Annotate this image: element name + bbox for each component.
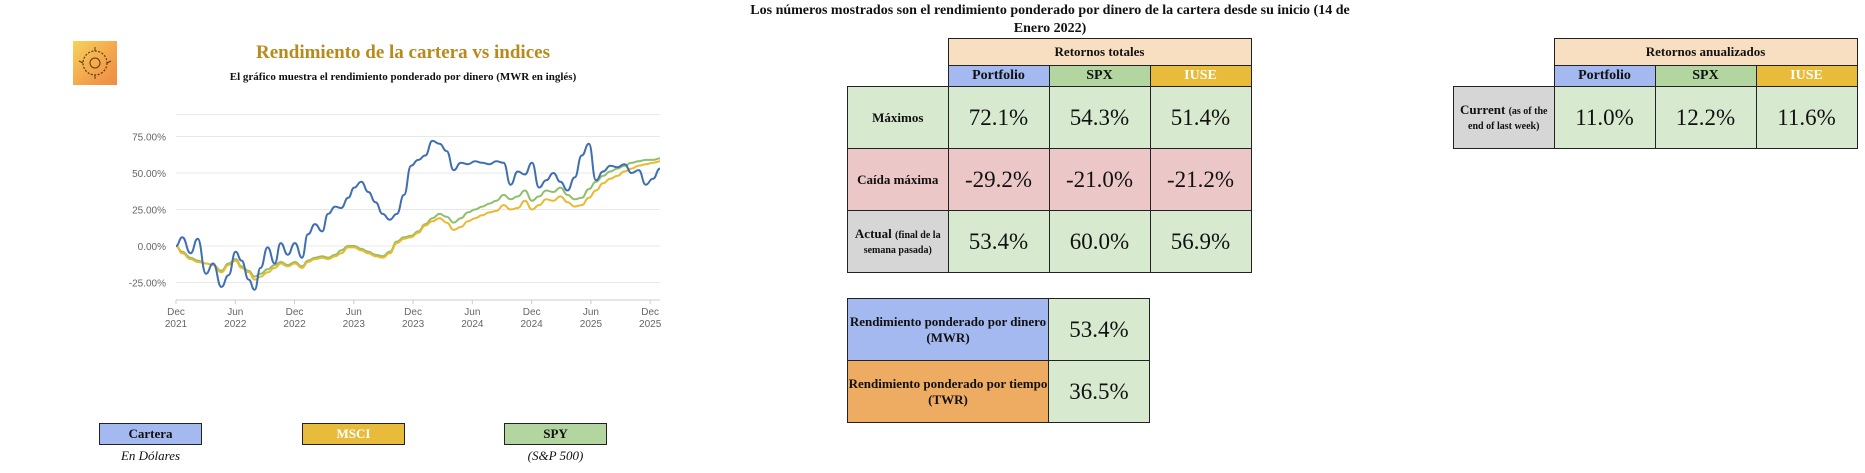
legend-msci (302, 423, 405, 445)
value-cell: -21.2% (1150, 149, 1251, 211)
x-tick-label: 2024 (461, 319, 484, 330)
twr-value: 36.5% (1049, 361, 1150, 423)
retornos-totales-header: Retornos totales (948, 39, 1251, 66)
legend-spy-note: (S&P 500) (527, 448, 584, 463)
mwr-label: Rendimiento ponderado por dinero (MWR) (848, 299, 1049, 361)
retornos-anualizados-header: Retornos anualizados (1554, 39, 1857, 66)
chart-title: Rendimiento de la cartera vs indices (256, 42, 550, 63)
value-cell: 11.0% (1554, 87, 1655, 149)
row-label-current: Current (as of the end of last week) (1454, 87, 1555, 149)
legend-spy-label: SPY (543, 426, 568, 441)
value-cell: 60.0% (1049, 211, 1150, 273)
table-row (848, 87, 1252, 149)
series-line-spy (176, 158, 660, 276)
y-tick-label: 0.00% (137, 241, 166, 253)
legend-cartera-note: En Dólares (120, 448, 181, 463)
x-tick-label: 2023 (342, 319, 365, 330)
retornos-totales-table (847, 38, 1252, 273)
col-spx: SPX (1049, 66, 1150, 87)
value-cell: 56.9% (1150, 211, 1251, 273)
x-tick-label: Dec (522, 307, 541, 318)
y-tick-label: 75.00% (132, 132, 166, 144)
x-tick-label: 2022 (224, 319, 247, 330)
col-portfolio: Portfolio (948, 66, 1049, 87)
value-cell: 54.3% (1049, 87, 1150, 149)
value-cell: 51.4% (1150, 87, 1251, 149)
retornos-anualizados-table (1453, 38, 1858, 149)
corner-cell (1454, 39, 1555, 66)
row-label-actual: Actual (final de la semana pasada) (848, 211, 949, 273)
rendimiento-table (847, 298, 1150, 423)
series-line-msci (176, 161, 660, 279)
corner-cell (848, 39, 949, 66)
legend-msci-label: MSCI (336, 426, 371, 441)
x-tick-label: Jun (345, 307, 362, 318)
row-note-current: (as of the end of last week) (1468, 105, 1548, 132)
legend-cartera-label: Cartera (128, 426, 173, 441)
legend-spy (504, 423, 607, 445)
row-label-maximos: Máximos (848, 87, 949, 149)
logo-emblem-icon (73, 41, 117, 85)
table-row (848, 211, 1252, 273)
y-tick-label: -25.00% (128, 278, 166, 290)
x-tick-label: Jun (227, 307, 244, 318)
twr-label: Rendimiento ponderado por tiempo (TWR) (848, 361, 1049, 423)
col-iuse: IUSE (1756, 66, 1857, 87)
x-tick-label: Dec (285, 307, 304, 318)
y-tick-label: 50.00% (132, 168, 166, 180)
table-row (848, 299, 1150, 361)
chart-series (176, 141, 660, 290)
x-tick-label: Dec (167, 307, 185, 318)
value-cell: 12.2% (1655, 87, 1756, 149)
legend-cartera (99, 423, 202, 445)
table-row (848, 149, 1252, 211)
x-tick-label: 2021 (164, 319, 188, 330)
top-note: Los números mostrados son el rendimiento ponderado por dinero de la cartera desde su inicio (14 de Enero 2022) (750, 3, 1350, 36)
x-tick-label: 2022 (283, 319, 306, 330)
table-row (848, 361, 1150, 423)
x-tick-label: Jun (464, 307, 481, 318)
line-chart (100, 100, 680, 400)
corner-cell (848, 66, 949, 87)
x-tick-label: 2023 (401, 319, 425, 330)
row-label-caida-maxima: Caída máxima (848, 149, 949, 211)
value-cell: -21.0% (1049, 149, 1150, 211)
y-tick-label: 25.00% (132, 205, 166, 217)
x-tick-label: 2025 (579, 319, 603, 330)
table-row (1454, 87, 1858, 149)
x-tick-label: 2024 (520, 319, 543, 330)
value-cell: -29.2% (948, 149, 1049, 211)
corner-cell (1454, 66, 1555, 87)
value-cell: 11.6% (1756, 87, 1857, 149)
value-cell: 72.1% (948, 87, 1049, 149)
x-tick-label: 2025 (639, 319, 662, 330)
value-cell: 53.4% (948, 211, 1049, 273)
logo (73, 41, 117, 85)
chart-subtitle: El gráfico muestra el rendimiento ponderado por dinero (MWR en inglés) (229, 71, 577, 83)
mwr-value: 53.4% (1049, 299, 1150, 361)
col-spx: SPX (1655, 66, 1756, 87)
series-line-cartera (176, 141, 660, 290)
x-tick-label: Jun (582, 307, 599, 318)
col-portfolio: Portfolio (1554, 66, 1655, 87)
x-tick-label: Dec (641, 307, 660, 318)
chart-axes (129, 132, 662, 330)
row-note-actual: (final de la semana pasada) (863, 229, 941, 256)
x-tick-label: Dec (404, 307, 422, 318)
col-iuse: IUSE (1150, 66, 1251, 87)
